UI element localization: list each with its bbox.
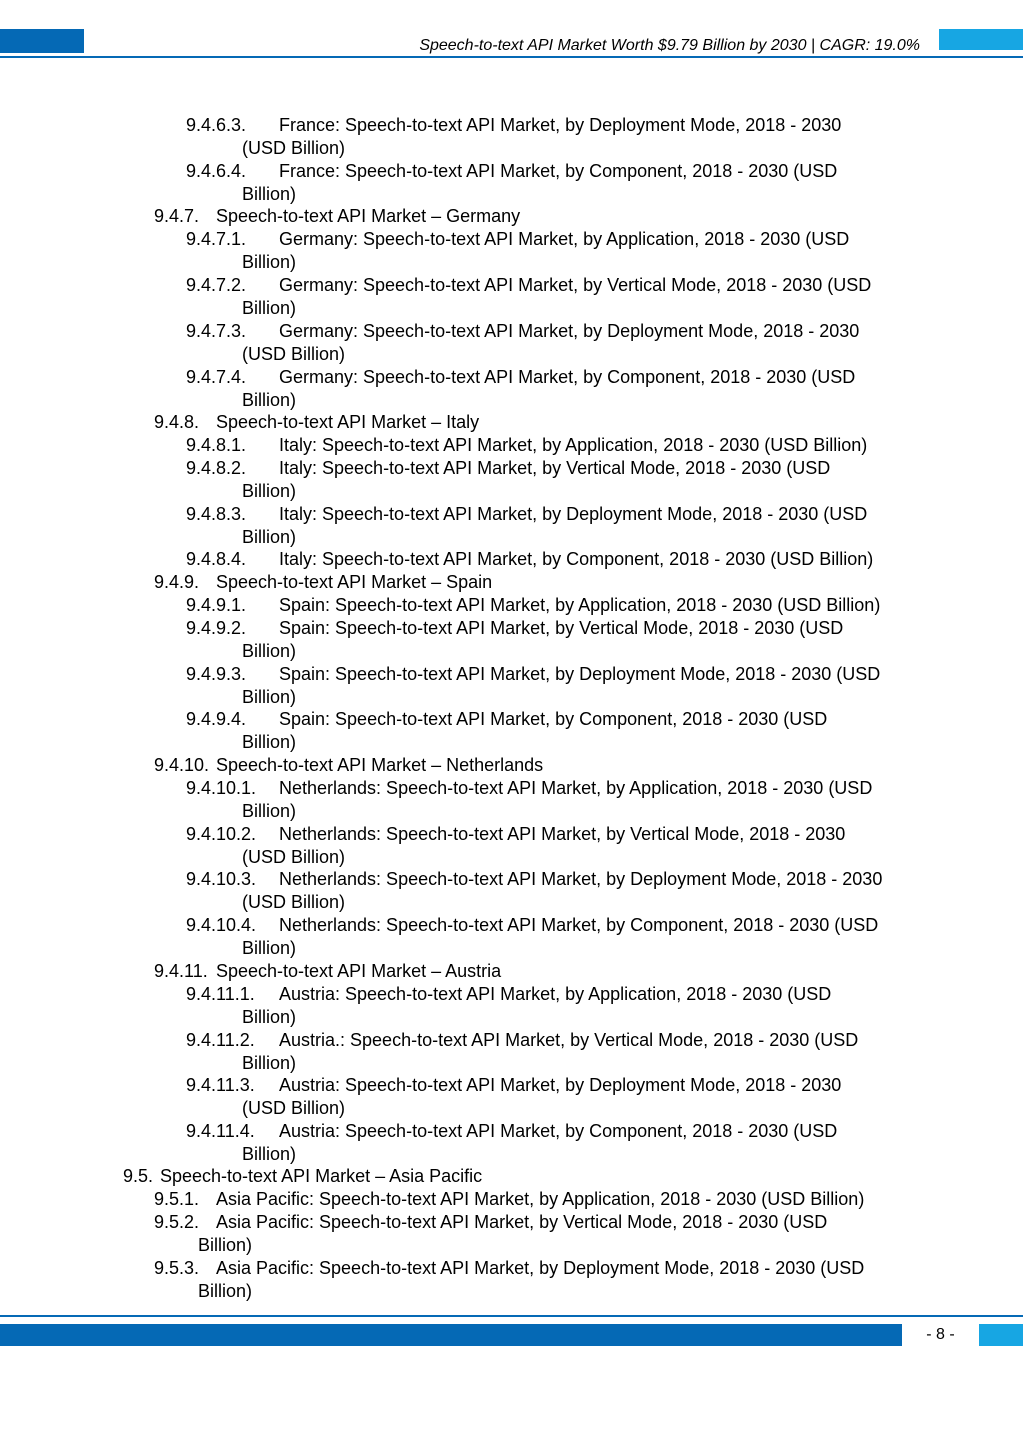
footer-accent-bar	[0, 1324, 902, 1346]
toc-section-heading: 9.4.8. Speech-to-text API Market – Italy	[154, 412, 480, 432]
toc-entry: 9.4.10.3. Netherlands: Speech-to-text API Market, by Deployment Mode, 2018 - 2030 (USD Billion)	[186, 869, 883, 912]
toc-entry: 9.4.9.2. Spain: Speech-to-text API Market, by Vertical Mode, 2018 - 2030 (USD Billion)	[186, 618, 844, 661]
toc-entry: 9.4.10.4. Netherlands: Speech-to-text API Market, by Component, 2018 - 2030 (USD Billion)	[186, 915, 879, 958]
toc-entry: 9.4.7.3. Germany: Speech-to-text API Market, by Deployment Mode, 2018 - 2030 (USD Billion)	[186, 321, 860, 364]
toc-section-heading: 9.4.9. Speech-to-text API Market – Spain	[154, 572, 493, 592]
toc-entry: 9.5.3. Asia Pacific: Speech-to-text API Market, by Deployment Mode, 2018 - 2030 (USD Billion)	[154, 1258, 865, 1301]
toc-entry: 9.4.7.4. Germany: Speech-to-text API Market, by Component, 2018 - 2030 (USD Billion)	[186, 367, 856, 410]
toc-section-heading: 9.4.11. Speech-to-text API Market – Austria	[154, 961, 502, 981]
toc-section-heading: 9.4.10. Speech-to-text API Market – Netherlands	[154, 755, 544, 775]
toc-entry: 9.4.7.2. Germany: Speech-to-text API Market, by Vertical Mode, 2018 - 2030 (USD Billion)	[186, 275, 872, 318]
header-title: Speech-to-text API Market Worth $9.79 Billion by 2030 | CAGR: 19.0%	[419, 37, 920, 54]
footer-accent-block-right	[979, 1324, 1023, 1346]
toc-entry: 9.5.1. Asia Pacific: Speech-to-text API Market, by Application, 2018 - 2030 (USD Billion)	[154, 1189, 865, 1209]
toc-entry: 9.4.6.4. France: Speech-to-text API Market, by Component, 2018 - 2030 (USD Billion)	[186, 161, 838, 204]
toc-entry: 9.4.11.3. Austria: Speech-to-text API Market, by Deployment Mode, 2018 - 2030 (USD Billion)	[186, 1075, 842, 1118]
toc-entry: 9.5.2. Asia Pacific: Speech-to-text API Market, by Vertical Mode, 2018 - 2030 (USD Billion)	[154, 1212, 828, 1255]
toc-chapter-heading: 9.5. Speech-to-text API Market – Asia Pacific	[123, 1166, 483, 1186]
toc-entry: 9.4.9.4. Spain: Speech-to-text API Market, by Component, 2018 - 2030 (USD Billion)	[186, 709, 828, 752]
toc-entry: 9.4.11.2. Austria.: Speech-to-text API Market, by Vertical Mode, 2018 - 2030 (USD Billion)	[186, 1030, 859, 1073]
header-accent-block-left	[0, 29, 84, 53]
page-number: - 8 -	[926, 1326, 955, 1343]
toc-entry: 9.4.10.2. Netherlands: Speech-to-text API Market, by Vertical Mode, 2018 - 2030 (USD Billion)	[186, 824, 846, 867]
toc-entry: 9.4.8.4. Italy: Speech-to-text API Market, by Component, 2018 - 2030 (USD Billion)	[186, 549, 874, 569]
footer-rule	[0, 1315, 1023, 1317]
toc-section-heading: 9.4.7. Speech-to-text API Market – Germany	[154, 206, 521, 226]
header-rule	[0, 56, 1023, 58]
toc-entry: 9.4.8.3. Italy: Speech-to-text API Market, by Deployment Mode, 2018 - 2030 (USD Billion)	[186, 504, 868, 547]
toc-entry: 9.4.9.3. Spain: Speech-to-text API Market, by Deployment Mode, 2018 - 2030 (USD Billion)	[186, 664, 881, 707]
toc-entry: 9.4.8.1. Italy: Speech-to-text API Market, by Application, 2018 - 2030 (USD Billion)	[186, 435, 868, 455]
toc-entry: 9.4.7.1. Germany: Speech-to-text API Market, by Application, 2018 - 2030 (USD Billion)	[186, 229, 850, 272]
toc-entry: 9.4.6.3. France: Speech-to-text API Market, by Deployment Mode, 2018 - 2030 (USD Billion)	[186, 115, 842, 158]
header-accent-block-right	[939, 29, 1023, 50]
toc-entry: 9.4.9.1. Spain: Speech-to-text API Market, by Application, 2018 - 2030 (USD Billion)	[186, 595, 881, 615]
toc-entry: 9.4.10.1. Netherlands: Speech-to-text API Market, by Application, 2018 - 2030 (USD Billion)	[186, 778, 873, 821]
toc-entry: 9.4.11.4. Austria: Speech-to-text API Market, by Component, 2018 - 2030 (USD Billion)	[186, 1121, 838, 1164]
toc-entry: 9.4.8.2. Italy: Speech-to-text API Market, by Vertical Mode, 2018 - 2030 (USD Billion)	[186, 458, 831, 501]
toc-entry: 9.4.11.1. Austria: Speech-to-text API Market, by Application, 2018 - 2030 (USD Billion)	[186, 984, 832, 1027]
